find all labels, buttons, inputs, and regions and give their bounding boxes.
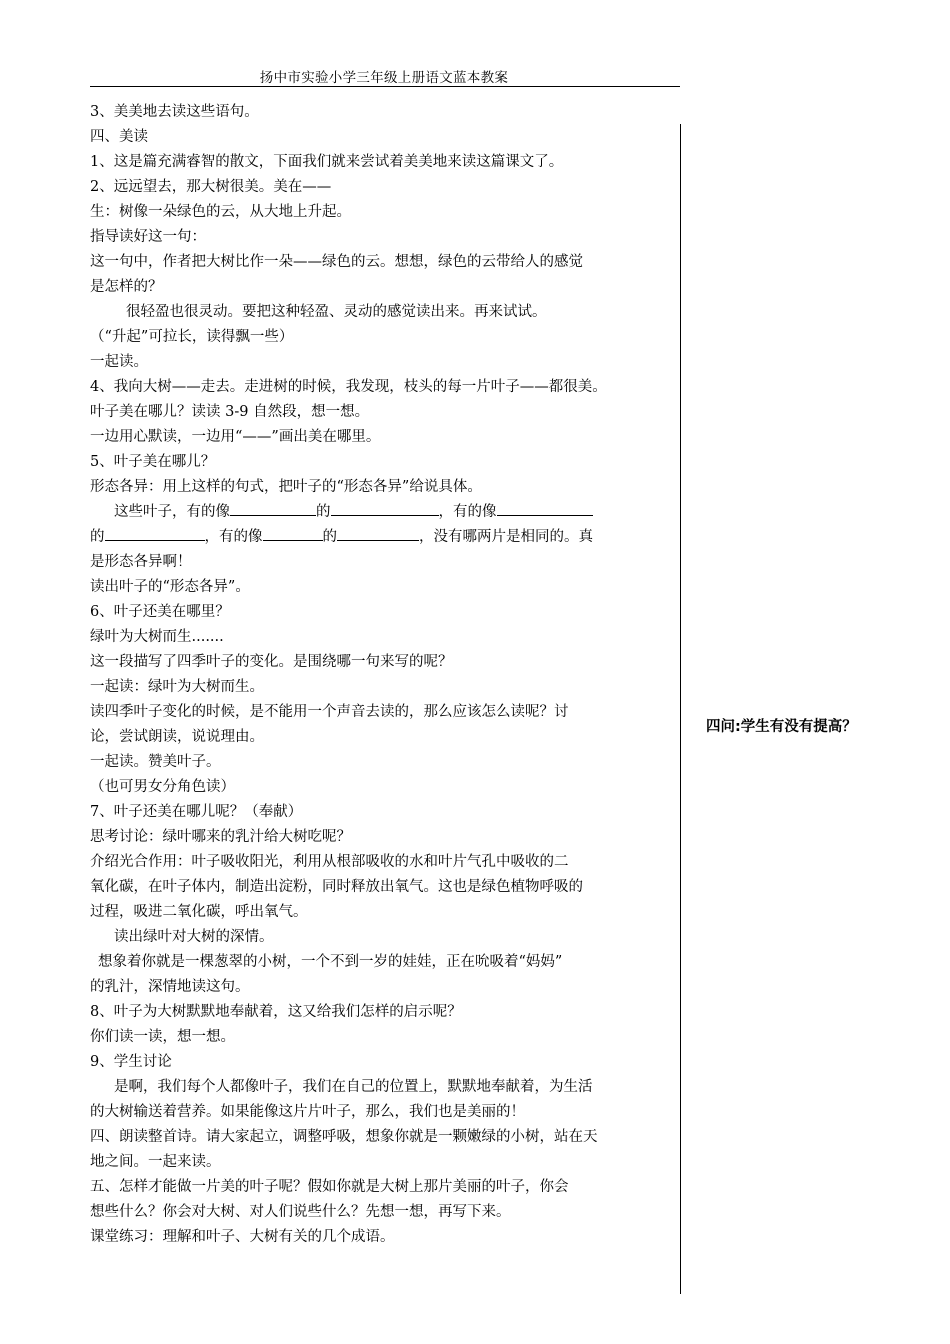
text-line: 过程，吸进二氧化碳，呼出氧气。 (90, 904, 308, 920)
text-line: 地之间。一起来读。 (90, 1154, 221, 1170)
text-line: 2、远远望去，那大树很美。美在—— (90, 179, 332, 195)
fill-blank (230, 500, 316, 516)
text-line: 3、美美地去读这些语句。 (90, 104, 259, 120)
text-line: 9、学生讨论 (90, 1054, 172, 1070)
text-line: 四、朗读整首诗。请大家起立，调整呼吸，想象你就是一颗嫩绿的小树，站在天 (90, 1129, 598, 1145)
text-line: 8、叶子为大树默默地奉献着，这又给我们怎样的启示呢？ (90, 1004, 462, 1020)
text-line: 想象着你就是一棵葱翠的小树，一个不到一岁的娃娃，正在吮吸着“妈妈” (98, 954, 563, 970)
text-line: 这一句中，作者把大树比作一朵——绿色的云。想想，绿色的云带给人的感觉 (90, 254, 583, 270)
text-line: 想些什么？你会对大树、对人们说些什么？先想一想，再写下来。 (90, 1204, 511, 1220)
text-line: 形态各异：用上这样的句式，把叶子的“形态各异”给说具体。 (90, 479, 482, 495)
text-line: 叶子美在哪儿？读读 3-9 自然段，想一想。 (90, 404, 370, 420)
fill-in-line (90, 500, 656, 525)
text-line: 指导读好这一句： (90, 229, 206, 245)
text-line: 生：树像一朵绿色的云，从大地上升起。 (90, 204, 351, 220)
margin-divider (680, 124, 681, 1294)
fill-text: ，有的像 (204, 529, 263, 545)
text-line: 介绍光合作用：叶子吸收阳光，利用从根部吸收的水和叶片气孔中吸收的二 (90, 854, 569, 870)
fill-text: ，没有哪两片是相同的。真 (419, 529, 593, 545)
text-line: 五、怎样才能做一片美的叶子呢？假如你就是大树上那片美丽的叶子，你会 (90, 1179, 569, 1195)
fill-text: ，有的像 (438, 504, 497, 520)
page-header: 扬中市实验小学三年级上册语文蓝本教案 (259, 70, 509, 86)
text-line: 5、叶子美在哪儿？ (90, 454, 216, 470)
fill-text: 的 (322, 529, 337, 545)
text-line: 的乳汁，深情地读这句。 (90, 979, 250, 995)
text-line: 思考讨论：绿叶哪来的乳汁给大树吃呢？ (90, 829, 351, 845)
fill-blank (263, 525, 323, 541)
text-line: 一起读。 (90, 354, 148, 370)
text-line: 是怎样的？ (90, 279, 163, 295)
text-line: 论，尝试朗读，说说理由。 (90, 729, 264, 745)
fill-text: 的 (90, 529, 105, 545)
text-line: （也可男女分角色读） (90, 779, 235, 795)
text-line: 的大树输送着营养。如果能像这片片叶子，那么，我们也是美丽的！ (90, 1104, 525, 1120)
text-line: 很轻盈也很灵动。要把这种轻盈、灵动的感觉读出来。再来试试。 (126, 304, 547, 320)
text-line: 绿叶为大树而生....... (90, 629, 224, 645)
text-line: 6、叶子还美在哪里？ (90, 604, 230, 620)
fill-blank (105, 525, 205, 541)
text-line: 7、叶子还美在哪儿呢？（奉献） (90, 804, 303, 820)
fill-text: 的 (316, 504, 331, 520)
text-line: 是啊，我们每个人都像叶子，我们在自己的位置上，默默地奉献着，为生活 (114, 1079, 593, 1095)
text-line: 课堂练习：理解和叶子、大树有关的几个成语。 (90, 1229, 395, 1245)
section-heading: 四、美读 (90, 129, 148, 145)
text-line: 读出叶子的“形态各异”。 (90, 579, 250, 595)
fill-blank (337, 525, 419, 541)
text-line: 一边用心默读，一边用“——”画出美在哪里。 (90, 429, 381, 445)
text-line: 读出绿叶对大树的深情。 (114, 929, 274, 945)
margin-note: 四问:学生有没有提高？ (706, 719, 857, 735)
text-line: （“升起”可拉长，读得飘一些） (90, 329, 294, 345)
fill-in-line (90, 525, 656, 550)
text-line: 一起读。赞美叶子。 (90, 754, 221, 770)
text-line: 一起读：绿叶为大树而生。 (90, 679, 264, 695)
text-line: 这一段描写了四季叶子的变化。是围绕哪一句来写的呢？ (90, 654, 453, 670)
lesson-body (90, 100, 656, 1250)
text-line: 1、这是篇充满睿智的散文，下面我们就来尝试着美美地来读这篇课文了。 (90, 154, 564, 170)
text-line: 氧化碳，在叶子体内，制造出淀粉，同时释放出氧气。这也是绿色植物呼吸的 (90, 879, 583, 895)
text-line: 你们读一读，想一想。 (90, 1029, 235, 1045)
text-line: 4、我向大树——走去。走进树的时候，我发现，枝头的每一片叶子——都很美。 (90, 379, 607, 395)
text-line: 读四季叶子变化的时候，是不能用一个声音去读的，那么应该怎么读呢？讨 (90, 704, 569, 720)
header-rule (90, 86, 680, 87)
fill-blank (331, 500, 439, 516)
fill-blank (497, 500, 593, 516)
fill-text: 这些叶子，有的像 (114, 504, 230, 520)
text-line: 是形态各异啊！ (90, 554, 192, 570)
